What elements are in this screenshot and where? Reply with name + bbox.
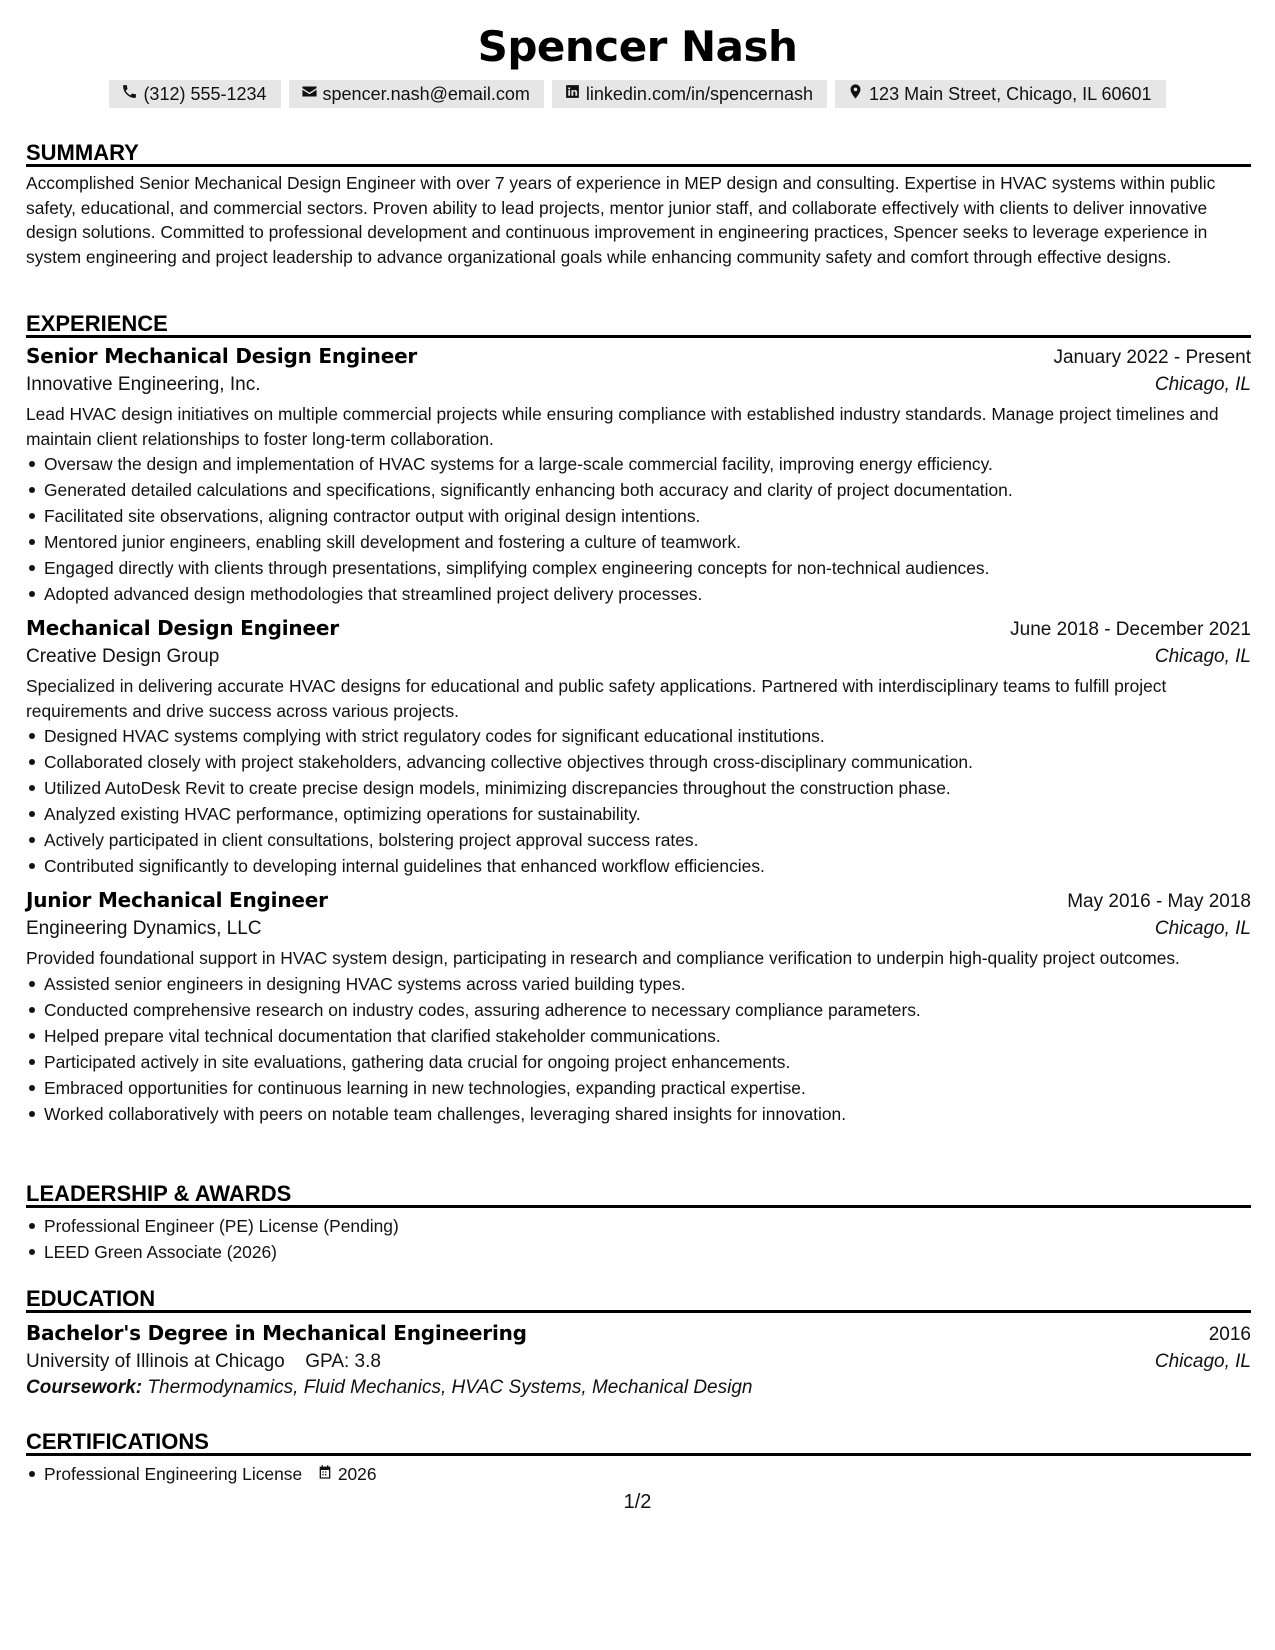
job-dates: May 2016 - May 2018 [1067, 891, 1251, 912]
certifications-heading: CERTIFICATIONS [26, 1428, 1251, 1456]
certifications-list [26, 1461, 1251, 1487]
list-item: Designed HVAC systems complying with strict regulatory codes for significant educational institutions. [26, 723, 1251, 749]
map-pin-icon [847, 83, 864, 105]
list-item: Generated detailed calculations and specifications, significantly enhancing both accuracy and clarity of project documentation. [26, 477, 1251, 503]
list-item: Conducted comprehensive research on industry codes, assuring adherence to necessary compliance parameters. [26, 997, 1251, 1023]
summary-text: Accomplished Senior Mechanical Design Engineer with over 7 years of experience in MEP design and consulting. Expertise in HVAC systems within public safety, educational, and commercial sectors. Proven ability to lead projects, mentor junior staff, and collaborate effectively with clients to deliver innovative design solutions. Committed to professional development and continuous improvement in engineering practices, Spencer seeks to leverage experience in system engineering and project leadership to advance organizational goals while enhancing community safety and comfort through effective designs. [26, 173, 1216, 267]
job-bullets [26, 723, 1251, 879]
job-description: Provided foundational support in HVAC system design, participating in research and compliance verification to underpin high-quality project outcomes. [26, 948, 1180, 968]
job-dates: June 2018 - December 2021 [1010, 619, 1251, 640]
leadership-section [26, 1180, 1251, 1265]
list-item: Oversaw the design and implementation of HVAC systems for a large-scale commercial facility, improving energy efficiency. [26, 451, 1251, 477]
calendar-icon [317, 1464, 333, 1480]
education-heading: EDUCATION [26, 1285, 1251, 1313]
page-number: 1/2 [623, 1491, 652, 1513]
list-item: Actively participated in client consultations, bolstering project approval success rates. [26, 827, 1251, 853]
list-item: Participated actively in site evaluations, gathering data crucial for ongoing project enhancements. [26, 1049, 1251, 1075]
list-item: Analyzed existing HVAC performance, optimizing operations for sustainability. [26, 801, 1251, 827]
job-entry [26, 344, 1251, 607]
gpa-text: GPA: 3.8 [305, 1351, 381, 1372]
certification-name: Professional Engineering License [44, 1464, 303, 1484]
job-entry [26, 888, 1251, 1127]
job-location: Chicago, IL [1154, 374, 1251, 395]
linkedin-text: linkedin.com/in/spencernash [585, 83, 814, 104]
list-item: Professional Engineer (PE) License (Pending) [26, 1213, 1251, 1239]
certification-year: 2026 [337, 1464, 377, 1484]
summary-heading: SUMMARY [26, 139, 1251, 167]
list-item [26, 1461, 1251, 1487]
summary-section [26, 139, 1251, 269]
contact-phone[interactable] [109, 80, 280, 108]
list-item: Engaged directly with clients through presentations, simplifying complex engineering concepts for non-technical audiences. [26, 555, 1251, 581]
list-item: Contributed significantly to developing internal guidelines that enhanced workflow efficiencies. [26, 853, 1251, 879]
job-title: Senior Mechanical Design Engineer [26, 344, 418, 368]
job-company: Engineering Dynamics, LLC [26, 918, 262, 939]
list-item: Facilitated site observations, aligning contractor output with original design intentions. [26, 503, 1251, 529]
education-section [26, 1285, 1251, 1399]
contact-bar [0, 80, 1275, 108]
list-item: Mentored junior engineers, enabling skill development and fostering a culture of teamwork. [26, 529, 1251, 555]
leadership-heading: LEADERSHIP & AWARDS [26, 1180, 1251, 1208]
experience-section [26, 310, 1251, 1127]
graduation-year: 2016 [1208, 1324, 1251, 1345]
job-entry [26, 616, 1251, 879]
list-item: Assisted senior engineers in designing HVAC systems across varied building types. [26, 971, 1251, 997]
address-text: 123 Main Street, Chicago, IL 60601 [869, 83, 1152, 104]
job-company: Innovative Engineering, Inc. [26, 374, 261, 395]
job-bullets [26, 971, 1251, 1127]
phone-text: (312) 555-1234 [143, 83, 267, 104]
list-item: Worked collaboratively with peers on notable team challenges, leveraging shared insights for innovation. [26, 1101, 1251, 1127]
coursework-line [26, 1377, 1251, 1399]
job-title: Junior Mechanical Engineer [26, 888, 328, 912]
job-description: Lead HVAC design initiatives on multiple commercial projects while ensuring compliance with established industry standards. Manage project timelines and maintain client relationships to foster long-term collaboration. [26, 404, 1219, 449]
list-item: Collaborated closely with project stakeholders, advancing collective objectives through cross-disciplinary communication. [26, 749, 1251, 775]
list-item: LEED Green Associate (2026) [26, 1239, 1251, 1265]
degree-title: Bachelor's Degree in Mechanical Engineering [26, 1321, 527, 1345]
school-name: University of Illinois at Chicago [26, 1351, 285, 1372]
list-item: Adopted advanced design methodologies that streamlined project delivery processes. [26, 581, 1251, 607]
coursework-text: Thermodynamics, Fluid Mechanics, HVAC Systems, Mechanical Design [147, 1377, 753, 1398]
list-item: Utilized AutoDesk Revit to create precise design models, minimizing discrepancies throughout the construction phase. [26, 775, 1251, 801]
school-location: Chicago, IL [1154, 1351, 1251, 1372]
job-dates: January 2022 - Present [1053, 347, 1251, 368]
contact-linkedin[interactable] [552, 80, 827, 108]
job-location: Chicago, IL [1154, 918, 1251, 939]
job-company: Creative Design Group [26, 646, 220, 667]
linkedin-icon [564, 83, 581, 105]
experience-heading: EXPERIENCE [26, 310, 1251, 338]
certifications-section [26, 1428, 1251, 1487]
coursework-label: Coursework: [26, 1377, 143, 1398]
leadership-list [26, 1213, 1251, 1265]
email-text: spencer.nash@email.com [322, 83, 530, 104]
candidate-name: Spencer Nash [477, 22, 798, 71]
contact-address[interactable] [835, 80, 1166, 108]
job-description: Specialized in delivering accurate HVAC designs for educational and public safety applications. Partnered with interdisciplinary teams to fulfill project requirements and drive success across various projects. [26, 676, 1167, 721]
list-item: Embraced opportunities for continuous learning in new technologies, expanding practical expertise. [26, 1075, 1251, 1101]
job-location: Chicago, IL [1154, 646, 1251, 667]
job-bullets [26, 451, 1251, 607]
job-title: Mechanical Design Engineer [26, 616, 339, 640]
list-item: Helped prepare vital technical documentation that clarified stakeholder communications. [26, 1023, 1251, 1049]
phone-icon [121, 83, 138, 105]
contact-email[interactable] [289, 80, 544, 108]
envelope-icon [301, 83, 318, 105]
